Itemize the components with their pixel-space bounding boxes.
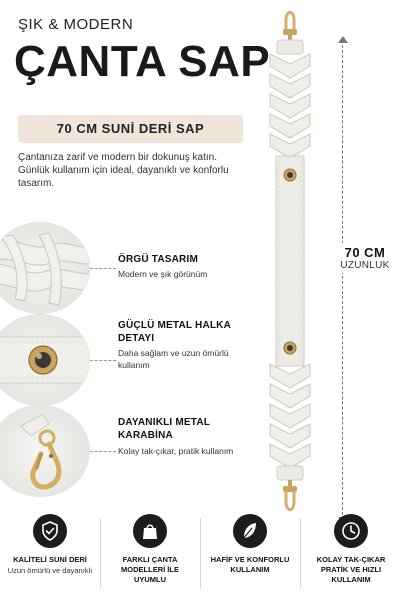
feature-connector-line: [90, 451, 116, 452]
bottom-feature-lightweight: [204, 514, 296, 601]
feature-title: DAYANIKLI METAL KARABİNA: [118, 417, 210, 441]
bottom-feature-title: HAFİF VE KONFORLU KULLANIM: [210, 555, 290, 574]
dimension-unit: UZUNLUK: [340, 260, 390, 271]
clock-icon: [334, 514, 368, 548]
shield-check-icon: [33, 514, 67, 548]
bottom-divider: [200, 518, 201, 588]
feature-carabiner: [0, 405, 250, 500]
feature-braid: [0, 222, 250, 317]
feature-connector-line: [90, 268, 116, 269]
strap-product-image: [250, 0, 330, 601]
feature-description: Kolay tak-çıkar, pratik kullanım: [118, 446, 234, 456]
dimension-value: 70 CM: [344, 245, 386, 260]
dimension-line: [342, 40, 343, 520]
bottom-feature-title: FARKLI ÇANTA MODELLERİ İLE UYUMLU: [121, 555, 179, 584]
bottom-feature-easy-attach: [305, 514, 397, 601]
bottom-divider: [100, 518, 101, 588]
top-carabiner-icon: [283, 13, 297, 43]
kicker-text: ŞIK & MODERN: [18, 16, 134, 33]
bottom-feature-bar: [0, 514, 401, 601]
ring-detail-image: [0, 314, 90, 406]
feature-connector-line: [90, 360, 116, 361]
shopping-bag-icon: [133, 514, 167, 548]
bottom-feature-subtitle: Uzun ömürlü ve dayanıklı: [7, 566, 93, 575]
bottom-feature-quality: [4, 514, 96, 601]
carabiner-detail-image: [0, 405, 90, 497]
feature-description: Modern ve şık görünüm: [118, 269, 208, 279]
bottom-carabiner-icon: [283, 480, 297, 510]
braid-detail-image: [0, 222, 90, 314]
feature-title: GÜÇLÜ METAL HALKA DETAYI: [118, 320, 231, 344]
feature-title: ÖRGÜ TASARIM: [118, 254, 198, 265]
feather-icon: [233, 514, 267, 548]
bottom-feature-title: KALİTELİ SUNİ DERİ: [13, 555, 87, 564]
intro-text: Çantanıza zarif ve modern bir dokunuş katın. Günlük kullanım için ideal, dayanıklı ve konforlu tasarım.: [18, 152, 229, 189]
bottom-feature-title: KOLAY TAK-ÇIKAR PRATİK VE HIZLI KULLANIM: [316, 555, 386, 584]
dimension-arrow-up-icon: [338, 36, 348, 43]
page-title: ÇANTA SAP: [14, 37, 271, 86]
dimension-label: [332, 243, 398, 273]
feature-description: Daha sağlam ve uzun ömürlü kullanım: [118, 348, 229, 370]
bottom-feature-compatible: [104, 514, 196, 601]
feature-metal-ring: [0, 314, 250, 409]
product-badge: 70 CM SUNİ DERİ SAP: [18, 115, 243, 143]
bottom-divider: [300, 518, 301, 588]
